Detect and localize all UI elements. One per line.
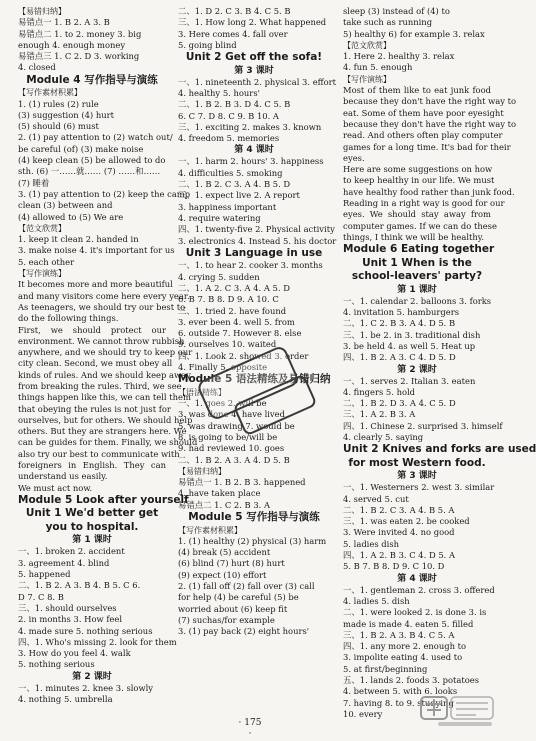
answer-line: 3. agreement 4. blind	[18, 557, 110, 568]
answer-line: 2. (1) fall off (2) fall over (3) call	[178, 581, 315, 592]
page-number: · 175 ·	[238, 718, 262, 740]
category-label: 【写作演练】	[18, 269, 66, 279]
answer-line: 6. B 7. B 8. D 9. A 10. C	[178, 294, 279, 305]
answer-line: 4. require watering	[178, 212, 261, 223]
essay-line: city clean. Second, we must obey all	[18, 358, 173, 369]
category-label: 【写作素材积累】	[18, 88, 82, 98]
answer-line: 3. (1) pay attention to (2) keep the camp	[18, 188, 191, 199]
answer-line: 9. had reviewed 10. goes	[178, 443, 285, 454]
lesson-heading: 第 3 课时	[397, 471, 437, 482]
answer-line: 易错点三 1. C 2. D 3. working	[18, 51, 140, 62]
right-column	[343, 6, 536, 720]
answer-line: 4. invitation 5. hamburgers	[343, 307, 459, 318]
answer-line: 二、1. B 2. C 3. A 4. B 5. D	[178, 179, 291, 190]
category-label: 【易错归纳】	[18, 7, 66, 16]
answer-line: 4. crying 5. sudden	[178, 271, 260, 282]
answer-line: 5. ladies dish	[343, 538, 400, 549]
essay-line: because they don't have the right way to	[343, 96, 517, 107]
answer-line: take such as running	[343, 17, 433, 28]
answer-line: 4. between 5. with 6. looks	[343, 686, 458, 697]
answer-line: 一、1. Westerners 2. west 3. similar	[343, 482, 495, 493]
section-heading: Unit 1 We'd better get	[25, 507, 159, 520]
answer-line: (7) suchas/for example	[178, 614, 275, 625]
answer-line: 三、1. A 2. B 3. A	[343, 409, 416, 420]
category-label: 【范文欣赏】	[18, 223, 66, 233]
answer-line: 四、1. B 2. A 3. C 4. D 5. D	[343, 352, 456, 363]
answer-line: 四、1. Who's missing 2. look for them	[18, 636, 177, 647]
essay-line: foreigners in English. They can	[18, 460, 166, 471]
lesson-heading: 第 1 课时	[72, 535, 112, 546]
category-label: 【范文欣赏】	[343, 40, 391, 50]
answer-line: clean (3) between and	[18, 200, 113, 211]
category-label: 【写作素材积累】	[178, 525, 242, 535]
answer-line: 一、1. calendar 2. balloons 3. forks	[343, 295, 492, 306]
section-heading: for most Western food.	[348, 456, 486, 469]
essay-line: because they don't have the right way to	[343, 118, 517, 129]
section-heading: you to hospital.	[45, 520, 139, 533]
essay-line: from breaking the rules. Third, we see	[18, 381, 182, 391]
answer-line: 3. ever been 4. well 5. from	[178, 316, 295, 327]
answer-line: 三、1. tried 2. have found	[178, 305, 287, 316]
answer-line: 5. nothing serious	[18, 659, 95, 670]
essay-line: It becomes more and more beautiful	[18, 279, 173, 290]
answer-line: (7) 睡着	[18, 177, 50, 188]
essay-line: also try our best to communicate with	[18, 448, 180, 459]
answer-line: 6. outside 7. However 8. else	[178, 328, 302, 339]
answer-line: be careful (of) (3) make noise	[18, 143, 144, 154]
site-logo-watermark	[420, 694, 496, 728]
answer-line: 9. ourselves 10. waited	[178, 339, 277, 350]
answer-line: 3. impolite eating 4. used to	[343, 652, 463, 663]
answer-line: 三、1. was eaten 2. be cooked	[343, 516, 470, 527]
answer-line: 四、1. Look 2. showed 3. order	[178, 350, 309, 361]
lesson-heading: 第 4 课时	[234, 145, 274, 156]
answer-line: 4. freedom 5. memories	[178, 133, 280, 144]
answer-line: enough 4. enough money	[18, 39, 126, 50]
answer-line: eyes.	[343, 152, 365, 163]
middle-column	[178, 6, 337, 638]
answer-line: 3. was done 4. have lived	[178, 409, 285, 420]
lesson-heading: 第 3 课时	[234, 65, 274, 76]
answer-line: 10. every	[343, 708, 383, 719]
answer-line: 二、1. B 2. D 3. A 4. C 5. D	[343, 398, 456, 409]
answer-line: 3. (1) pay back (2) eight hours'	[178, 626, 310, 637]
answer-line: 4. healthy 5. hours'	[178, 87, 260, 98]
answer-line: 3. be held 4. as well 5. Heat up	[343, 340, 476, 351]
section-heading: Unit 2 Knives and forks are used	[343, 443, 536, 456]
essay-line: others. But they are strangers here. We	[18, 426, 187, 437]
essay-line: read. And others often play computer	[343, 130, 503, 141]
essay-line: things happen like this, we can tell them	[18, 392, 191, 403]
answer-line: (9) expect (10) effort	[178, 569, 267, 580]
answer-line: 4. Finally 5. opposite	[178, 362, 268, 373]
answer-line: 三、1. B 2. A 3. B 4. C 5. A	[343, 629, 455, 640]
lesson-heading: 第 1 课时	[397, 284, 437, 295]
answer-line: 1. (1) rules (2) rule	[18, 98, 99, 109]
answer-line: (3) suggestion (4) hurt	[18, 109, 115, 120]
answer-line: 一、1. serves 2. Italian 3. eaten	[343, 375, 476, 386]
answer-line: 1. Here 2. healthy 3. relax	[343, 51, 455, 62]
answer-line: 四、1. any more 2. enough to	[343, 641, 467, 652]
category-label: 【写作演练】	[343, 74, 391, 84]
answer-line: 五、1. lands 2. foods 3. potatoes	[343, 675, 480, 686]
answer-line: (4) break (5) accident	[178, 547, 271, 558]
answer-line: 一、1. broken 2. accident	[18, 546, 125, 557]
answer-line: 二、1. A 2. C 3. A 4. A 5. D	[178, 282, 290, 293]
answer-line: D 7. C 8. B	[18, 591, 64, 602]
answer-line: 易错点二 1. to 2. money 3. big	[18, 28, 142, 39]
essay-line: can be guides for them. Finally, we should	[18, 437, 198, 448]
answer-line: 1. (1) healthy (2) physical (3) harm	[178, 535, 327, 546]
answer-line: 四、1. A 2. B 3. C 4. D 5. A	[343, 550, 456, 561]
answer-line: 一、1. to hear 2. cooker 3. months	[178, 260, 323, 271]
section-heading: Unit 1 When is the	[362, 256, 472, 269]
answer-line: 5. happened	[18, 569, 71, 580]
answer-line: 易错点一 1. B 2. A 3. B	[18, 17, 110, 28]
section-heading: Unit 3 Language in use	[185, 246, 323, 259]
answer-line: 三、1. How long 2. What happened	[178, 17, 327, 28]
section-heading: Module 5 语法精练及易错归纳	[178, 373, 331, 386]
answer-line: 4. nothing 5. umbrella	[18, 694, 113, 705]
essay-line: to keep healthy in our life. We must	[343, 175, 495, 186]
answer-line: 6. C 7. D 8. C 9. B 10. A	[178, 110, 279, 121]
answer-line: 易错点一 1. B 2. B 3. happened	[178, 477, 306, 488]
answer-line: understand us easily.	[18, 471, 108, 482]
essay-line: that obeying the rules is not just for	[18, 403, 171, 414]
answer-line: do the following things.	[18, 313, 119, 324]
answer-line: 4. fingers 5. hold	[343, 386, 416, 397]
answer-line: 二、1. D 2. C 3. B 4. C 5. B	[178, 6, 291, 16]
category-label: 【易错归纳】	[178, 466, 226, 476]
answer-line: 4. have taken place	[178, 488, 261, 499]
category-label: 【语法精练】	[178, 387, 226, 397]
answer-line: 7. having 8. to 9. studying	[343, 697, 454, 708]
answer-line: 二、1. B 2. C 3. A 4. B 5. A	[343, 504, 455, 515]
answer-line: 二、1. B 2. A 3. B 4. B 5. C 6.	[18, 580, 141, 591]
essay-line: eyes. We should stay away from	[343, 209, 491, 220]
answer-line: 4. clearly 5. saying	[343, 432, 424, 442]
essay-line: environment. We cannot throw rubbish	[18, 335, 185, 346]
answer-line: 一、1. goes 2. will be	[178, 398, 267, 409]
answer-line: 3. How do you feel 4. walk	[18, 648, 131, 659]
answer-line: things, I think we will be healthy.	[343, 231, 485, 242]
answer-line: 三、1. should ourselves	[18, 602, 117, 613]
essay-line: Most of them like to eat junk food	[343, 85, 491, 96]
section-heading: Module 6 Eating together	[343, 243, 495, 256]
answer-line: 一、1. minutes 2. knee 3. slowly	[18, 682, 154, 693]
essay-line: have healthy food rather than junk food.	[343, 186, 515, 197]
answer-line: 3. make noise 4. it's important for us	[18, 245, 175, 256]
essay-line: kinds of rules. And we should keep away	[18, 369, 191, 380]
answer-line: 4. made sure 5. nothing serious	[18, 625, 153, 636]
answer-line: 4. difficulties 5. smoking	[178, 167, 283, 178]
answer-line: 2. in months 3. How feel	[18, 614, 123, 625]
section-heading: Module 5 写作指导与演练	[188, 511, 320, 524]
answer-line: 3. electronics 4. Instead 5. his doctor	[178, 235, 337, 246]
answer-line: 3. Here comes 4. fall over	[178, 28, 288, 39]
answer-line: 一、1. gentleman 2. cross 3. offered	[343, 584, 495, 595]
answer-line: 5. B 7. B 8. D 9. C 10. D	[343, 561, 445, 572]
answer-line: 三、1. exciting 2. makes 3. known	[178, 121, 322, 132]
essay-line: games for a long time. It's bad for their	[343, 141, 511, 152]
lesson-heading: 第 4 课时	[397, 573, 437, 584]
answer-line: 3. Were invited 4. no good	[343, 527, 455, 538]
answer-line: 5. going blind	[178, 39, 237, 50]
answer-line: 二、1. were looked 2. is done 3. is	[343, 607, 487, 618]
answer-line: 4. ladies 5. dish	[343, 595, 410, 606]
answer-line: (5) should (6) must	[18, 121, 99, 132]
answer-line: 四、1. twenty-five 2. Physical activity	[178, 224, 335, 235]
answer-line: 4. served 5. cut	[343, 493, 409, 504]
answer-line: 一、1. harm 2. hours' 3. happiness	[178, 156, 324, 167]
answer-line: 2. (1) pay attention to (2) watch out/	[18, 132, 173, 143]
section-heading: Module 5 Look after yourself	[18, 493, 189, 506]
answer-line: 二、1. B 2. A 3. A 4. D 5. B	[178, 454, 290, 465]
answer-line: sleep (3) instead of (4) to	[343, 6, 450, 16]
answer-line: 4. closed	[18, 62, 56, 73]
answer-line: 5. each other	[18, 256, 75, 267]
lesson-heading: 第 2 课时	[72, 671, 112, 682]
left-column	[18, 6, 198, 705]
answer-line: 二、1. B 2. B 3. D 4. C 5. B	[178, 99, 291, 110]
answer-line: 三、1. expect live 2. A report	[178, 190, 300, 201]
answer-line: 三、1. be 2. in 3. traditional dish	[343, 329, 481, 340]
essay-line: Reading in a right way is good for our	[343, 198, 505, 209]
essay-line: ourselves, but for others. We should help	[18, 414, 193, 425]
essay-line: and many visitors come here every year.	[18, 290, 190, 301]
answer-line: 易错点二 1. C 2. B 3. A	[178, 499, 271, 510]
answer-line: worried about (6) keep fit	[178, 603, 288, 614]
answer-line: made is made 4. eaten 5. filled	[343, 618, 474, 629]
answer-line: (6) blind (7) hurt (8) hurt	[178, 558, 285, 569]
answer-line: 4. fun 5. enough	[343, 62, 413, 73]
answer-line: for help (4) be careful (5) be	[178, 592, 299, 603]
answer-line: (4) keep clean (5) be allowed to do	[18, 155, 166, 166]
essay-line: computer games. If we can do these	[343, 220, 497, 231]
answer-line: We must act now.	[18, 482, 93, 493]
essay-line: anywhere, and we should try to keep our	[18, 347, 193, 358]
section-heading: Unit 2 Get off the sofa!	[185, 51, 323, 64]
lesson-heading: 第 2 课时	[397, 364, 437, 375]
answer-line: 二、1. C 2. B 3. A 4. D 5. B	[343, 318, 456, 329]
answer-line: (4) allowed to (5) We are	[18, 211, 124, 222]
section-heading: Module 4 写作指导与演练	[26, 73, 158, 86]
answer-line: 3. happiness important	[178, 201, 277, 212]
answer-line: 5. at first/beginning	[343, 663, 428, 674]
answer-line: 一、1. nineteenth 2. physical 3. effort	[178, 76, 337, 87]
answer-line: 1. keep it clean 2. handed in	[18, 234, 139, 245]
essay-line: eat. Some of them have poor eyesight	[343, 107, 504, 118]
answer-line: 四、1. Chinese 2. surprised 3. himself	[343, 420, 503, 431]
answer-line: 5. was drawing 7. would be	[178, 420, 295, 431]
essay-line: As teenagers, we should try our best to	[18, 301, 186, 312]
answer-line: 5) healthy 6) for example 3. relax	[343, 28, 485, 39]
answer-line: 8. is going to be/will be	[178, 432, 278, 442]
section-heading: school-leavers' party?	[351, 270, 483, 283]
answer-line: sth. (6) 一……就…… (7) ……和……	[18, 166, 161, 177]
essay-line: Here are some suggestions on how	[343, 164, 493, 175]
essay-line: First, we should protect our	[18, 324, 166, 335]
